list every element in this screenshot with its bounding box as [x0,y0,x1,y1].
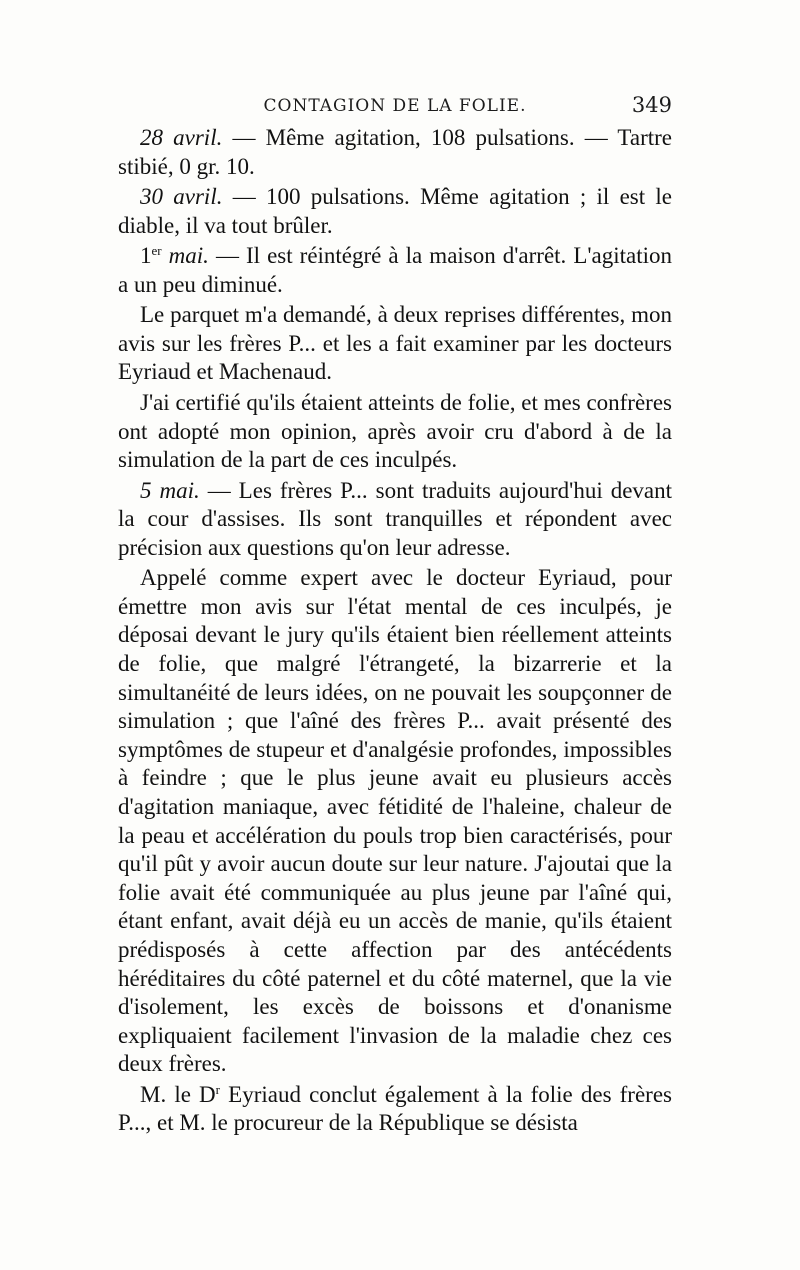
paragraph-text: — Les frères P... sont traduits aujourd'hui devant la cour d'assises. Ils sont tranquilles et répondent avec précision aux questions qu'on leur adresse. [118,477,673,560]
paragraph-1er-mai [118,242,672,299]
date-day: 1 [140,243,152,269]
paragraph-text-prefix: M. le D [140,1081,216,1107]
date-label: 30 avril. [140,184,223,210]
paragraph-certificat [118,389,672,475]
date-label: 5 mai. [140,477,200,503]
paragraph-text: — 100 pulsations. Même agitation ; il est le diable, il va tout brûler. [118,184,672,238]
paragraph-text: Eyriaud conclut également à la folie des frères P..., et M. le procureur de la République se désista [118,1081,672,1136]
paragraph-30-avril [118,183,672,240]
paragraph-28-avril [118,124,672,181]
body-text [118,124,672,1140]
title-abbreviation-suffix: r [215,1081,221,1097]
paragraph-text: Appelé comme expert avec le docteur Eyriaud, pour émettre mon avis sur l'état mental de ces inculpés, je déposai devant le jury qu'ils étaient bien réellement atteints de folie, que malgré l'étrangeté, la bizarrerie et la simultanéité de leurs idées, on ne pouvait les soupçonner de simulation ; que l'aîné des frères P... avait présenté des symptômes de stupeur et d'analgésie profondes, impossibles à feindre ; que le plus jeune avait eu plusieurs accès d'agitation maniaque, avec fétidité de l'haleine, chaleur de la peau et accélération du pouls trop bien caractérisés, pour qu'il pût y avoir aucun doute sur leur nature. J'ajoutai que la folie avait été communiquée au plus jeune par l'aîné qui, étant enfant, avait déjà eu un accès de manie, qu'ils étaient prédisposés à cette affection par des antécédents héréditaires du côté paternel et du côté maternel, que la vie d'isolement, les excès de boissons et d'onanisme expliquaient facilement l'invasion de la maladie chez ces deux frères. [118,565,672,1077]
paragraph-parquet [118,301,672,387]
paragraph-conclusion [118,1081,672,1138]
paragraph-expertise [118,564,672,1079]
running-head [118,93,672,124]
paragraph-text: — Il est réintégré à la maison d'arrêt. L'agitation a un peu diminué. [118,243,673,297]
date-ordinal-suffix: er [151,243,162,259]
date-label: 28 avril. [140,125,223,150]
paragraph-text: J'ai certifié qu'ils étaient atteints de folie, et mes confrères ont adopté mon opinion, après avoir cru d'abord à de la simulation de la part de ces inculpés. [118,389,672,473]
running-title: CONTAGION DE LA FOLIE. [263,96,527,116]
date-month: mai. [161,243,209,269]
paragraph-5-mai [118,477,672,563]
paragraph-text: — Même agitation, 108 pulsations. — Tartre stibié, 0 gr. 10. [118,125,672,179]
page-number: 349 [631,93,672,117]
paragraph-text: Le parquet m'a demandé, à deux reprises différentes, mon avis sur les frères P... et les a fait examiner par les docteurs Eyriaud et Machenaud. [118,302,672,385]
